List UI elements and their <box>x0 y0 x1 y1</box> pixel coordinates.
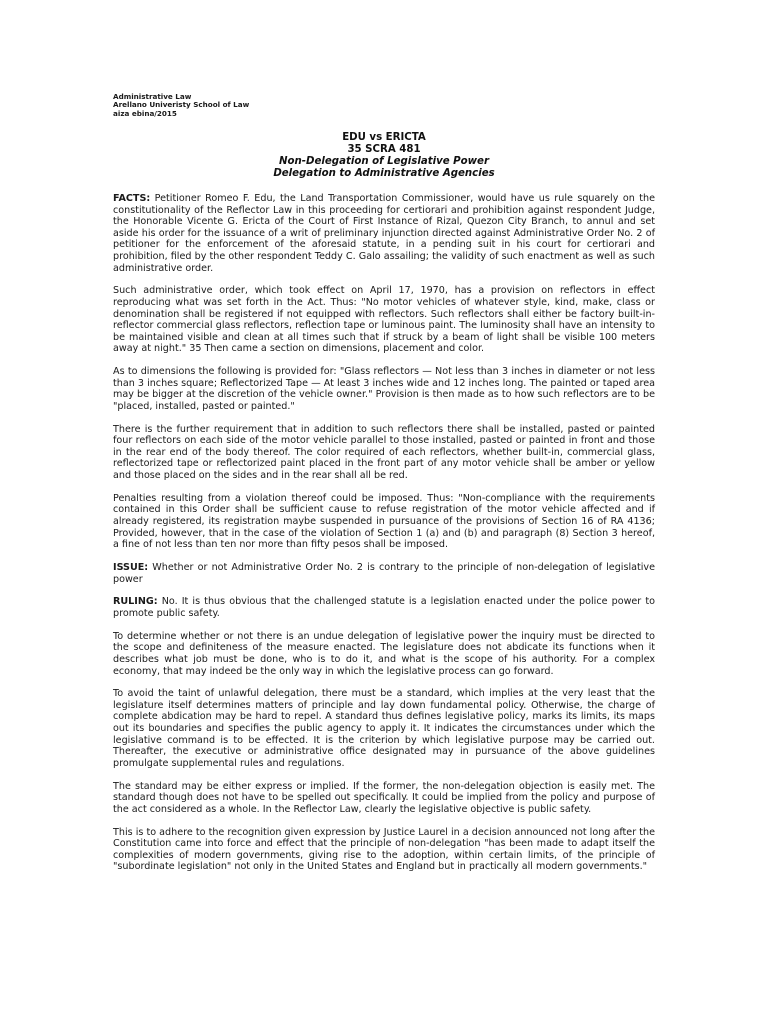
dimensions-paragraph: As to dimensions the following is provided for: "Glass reflectors — Not less than 3 inches in diameter or not less than 3 inches square; Reflectorized Tape — At least 3 inches wide and 12 inches long. The painted or taped area may be bigger at the discretion of the vehicle owner." Provision is then made as to how such reflectors are to be "placed, installed, pasted or painted." <box>113 366 655 412</box>
ruling-text: No. It is thus obvious that the challenged statute is a legislation enacted under the police power to promote public safety. <box>113 596 655 619</box>
issue-paragraph <box>113 562 655 585</box>
ruling-paragraph <box>113 596 655 619</box>
case-topic-1: Non-Delegation of Legislative Power <box>279 156 489 167</box>
case-citation: 35 SCRA 481 <box>347 144 421 155</box>
admin-order-paragraph: Such administrative order, which took effect on April 17, 1970, has a provision on reflectors in effect reproducing what was set forth in the Act. Thus: "No motor vehicles of whatever style, kind, make, class or denomination shall be registered if not equipped with reflectors. Such reflectors shall either be factory built-in-reflector commercial glass reflectors, reflection tape or luminous paint. The luminosity shall have an intensity to be maintained visible and clean at all times such that if struck by a beam of light shall be visible 100 meters away at night." 35 Then came a section on dimensions, placement and color. <box>113 285 655 355</box>
case-title-block <box>113 132 655 180</box>
penalties-paragraph: Penalties resulting from a violation thereof could be imposed. Thus: "Non-compliance with the requirements contained in this Order shall be sufficient cause to refuse registration of the motor vehicle affected and if already registered, its registration maybe suspended in pursuance of the provisions of Section 16 of RA 4136; Provided, however, that in the case of the violation of Section 1 (a) and (b) and paragraph (8) Section 3 hereof, a fine of not less than ten nor more than fifty pesos shall be imposed. <box>113 492 655 551</box>
issue-label: ISSUE: <box>113 561 149 573</box>
express-implied-paragraph: The standard may be either express or implied. If the former, the non-delegation objection is easily met. The standard though does not have to be spelled out specifically. It could be implied from the policy and purpose of the act considered as a whole. In the Reflector Law, clearly the legislative objective is public safety. <box>113 780 655 815</box>
course-name: Administrative Law <box>113 92 192 101</box>
undue-delegation-paragraph: To determine whether or not there is an undue delegation of legislative power the inquiry must be directed to the scope and definiteness of the measure enacted. The legislature does not abdicate its functions when it describes what job must be done, who is to do it, and what is the scope of his authority. For a complex economy, that may indeed be the only way in which the legislative process can go forward. <box>113 630 655 677</box>
case-topic-2: Delegation to Administrative Agencies <box>273 168 495 179</box>
document-header <box>113 93 249 118</box>
facts-paragraph <box>113 193 655 274</box>
issue-text: Whether or not Administrative Order No. 2 is contrary to the principle of non-delegation of legislative power <box>113 561 655 585</box>
ruling-label: RULING: <box>113 596 158 608</box>
justice-laurel-paragraph: This is to adhere to the recognition given expression by Justice Laurel in a decision announced not long after the Constitution came into force and effect that the principle of non-delegation "has been made to adapt itself the complexities of modern governments, giving rise to the adoption, within certain limits, of the principle of "subordinate legislation" not only in the United States and England but in practically all modern governments." <box>113 826 655 873</box>
facts-text: Petitioner Romeo F. Edu, the Land Transportation Commissioner, would have us rule squarely on the constitutionality of the Reflector Law in this proceeding for certiorari and prohibition against respondent Judge, the Honorable Vicente G. Ericta of the Court of First Instance of Rizal, Quezon City Branch, to annul and set aside his order for the issuance of a writ of preliminary injunction directed against Administrative Order No. 2 of petitioner for the enforcement of the aforesaid statute, in a pending suit in his court for certiorari and prohibition, filed by the other respondent Teddy C. Galo assailing; the validity of such enactment as well as such administrative order. <box>113 193 655 274</box>
case-title: EDU vs ERICTA <box>342 132 426 143</box>
facts-label: FACTS: <box>113 193 151 204</box>
school-name: Arellano Univeristy School of Law <box>113 100 250 110</box>
author-line: aiza ebina/2015 <box>113 108 177 118</box>
document-body <box>113 193 655 884</box>
requirement-paragraph: There is the further requirement that in addition to such reflectors there shall be installed, pasted or painted four reflectors on each side of the motor vehicle parallel to those installed, pasted or painted in front and those in the rear end of the body thereof. The color required of each reflectors, whether built-in, commercial glass, reflectorized tape or reflectorized paint placed in the front part of any motor vehicle shall be amber or yellow and those placed on the sides and in the rear shall all be red. <box>113 423 655 482</box>
standard-paragraph: To avoid the taint of unlawful delegation, there must be a standard, which implies at the very least that the legislature itself determines matters of principle and lay down fundamental policy. Otherwise, the charge of complete abdication may be hard to repel. A standard thus defines legislative policy, marks its limits, its maps out its boundaries and specifies the public agency to apply it. It indicates the circumstances under which the legislative command is to be effected. It is the criterion by which legislative purpose may be carried out. Thereafter, the executive or administrative office designated may in pursuance of the above guidelines promulgate supplemental rules and regulations. <box>113 688 655 769</box>
